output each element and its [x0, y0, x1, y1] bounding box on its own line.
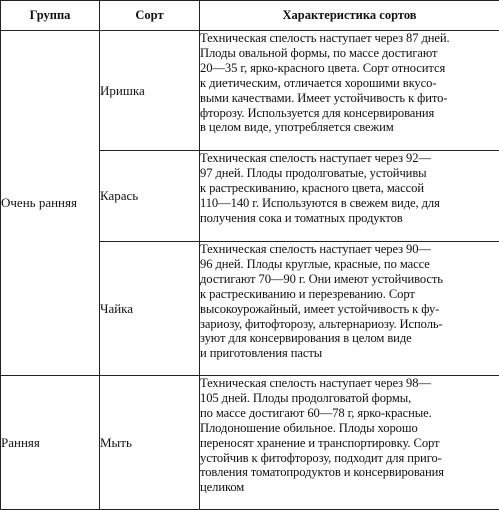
- description-line: к диетическим, отличается хорошими вкусо-: [200, 75, 437, 90]
- description-line: достигают 70—90 г. Они имеют устойчивость: [200, 271, 443, 286]
- description-line: Плодоношение обильное. Плоды хорошо: [200, 420, 418, 435]
- table-row: [1, 31, 499, 151]
- description-line: Техническая спелость наступает через 87 дней.: [200, 31, 450, 45]
- header-group: Группа: [1, 1, 100, 31]
- group-cell-early: Ранняя: [1, 376, 100, 510]
- description-line: фторозу. Используется для консервирования: [200, 105, 435, 120]
- variety-cell: Чайка: [100, 242, 200, 376]
- description-line: 105 дней. Плоды продолговатой формы,: [200, 390, 412, 405]
- description-line: 97 дней. Плоды продолговатые, устойчивы: [200, 165, 427, 180]
- description-line: и приготовления пасты: [200, 346, 323, 361]
- description-line: к растрескиванию, красного цвета, массой: [200, 180, 424, 195]
- description-line: устойчив к фитофторозу, подходит для приго-: [200, 450, 442, 465]
- description-line: целиком: [200, 480, 245, 495]
- description-line: выми качествами. Имеет устойчивость к фито-: [200, 90, 448, 105]
- header-variety: Сорт: [100, 1, 200, 31]
- description-line: Техническая спелость наступает через 98—: [200, 376, 431, 390]
- description-line: 96 дней. Плоды круглые, красные, по массе: [200, 256, 430, 271]
- variety-cell: Мыть: [100, 376, 200, 510]
- description-line: в целом виде, употребляется свежим: [200, 120, 394, 135]
- description-line: Плоды овальной формы, по массе достигают: [200, 45, 438, 60]
- description-line: 20—35 г, ярко-красного цвета. Сорт относится: [200, 60, 446, 75]
- description-line: получения сока и томатных продуктов: [200, 210, 403, 225]
- description-line: переносят хранение и транспортировку. Сорт: [200, 435, 440, 450]
- table-header-row: [1, 1, 499, 31]
- description-line: высокоурожайный, имеет устойчивость к фу-: [200, 301, 440, 316]
- description-line: товления томатопродуктов и консервирования: [200, 465, 444, 480]
- group-cell-very-early: Очень ранняя: [1, 31, 100, 376]
- header-description: Характеристика сортов: [200, 1, 499, 31]
- variety-cell: Карась: [100, 151, 200, 242]
- description-line: 110—140 г. Используются в свежем виде, для: [200, 195, 440, 210]
- description-line: к растрескиванию и перезреванию. Сорт: [200, 286, 415, 301]
- description-cell: [200, 31, 499, 151]
- description-line: зариозу, фитофторозу, альтернариозу. Исполь-: [200, 316, 443, 331]
- table-row: [1, 376, 499, 510]
- variety-cell: Иришка: [100, 31, 200, 151]
- description-line: Техническая спелость наступает через 92—: [200, 151, 431, 165]
- description-cell: [200, 151, 499, 242]
- description-line: Техническая спелость наступает через 90—: [200, 242, 431, 256]
- description-cell: [200, 376, 499, 510]
- description-line: зуют для консервирования в целом виде: [200, 331, 412, 346]
- description-cell: [200, 242, 499, 376]
- description-line: по массе достигают 60—78 г, ярко-красные.: [200, 405, 432, 420]
